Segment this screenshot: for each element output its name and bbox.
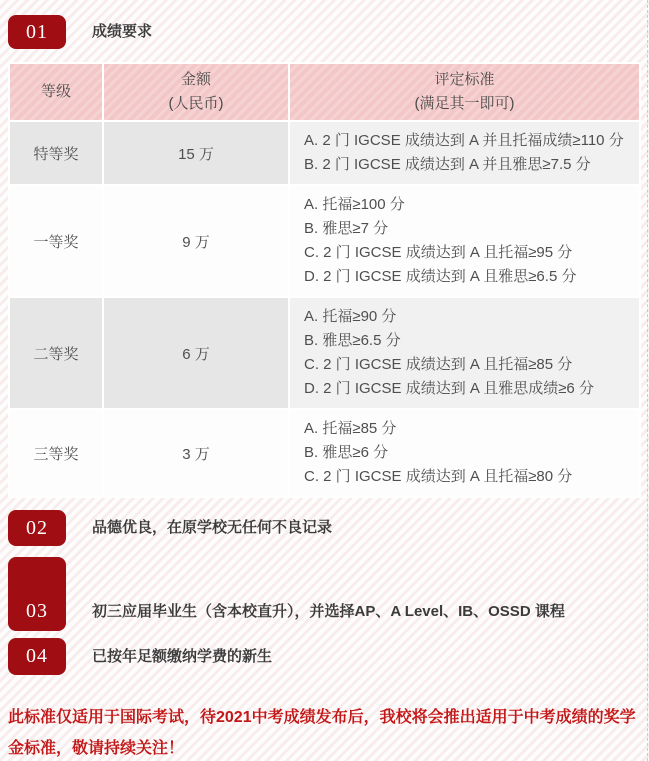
section-title: 成绩要求 xyxy=(92,23,153,40)
column-header-amount xyxy=(104,64,288,120)
criteria-line: B. 雅思≥7 分 xyxy=(304,220,389,237)
section-number: 03 xyxy=(26,600,48,622)
section-number-badge xyxy=(8,557,66,631)
table-row xyxy=(10,298,639,408)
criteria-line: D. 2 门 IGCSE 成绩达到 A 且雅思成绩≥6 分 xyxy=(304,380,594,397)
table-header-row xyxy=(10,64,639,120)
criteria-line: B. 2 门 IGCSE 成绩达到 A 并且雅思≥7.5 分 xyxy=(304,156,591,173)
criteria-line: A. 托福≥100 分 xyxy=(304,196,405,213)
section-title: 已按年足额缴纳学费的新生 xyxy=(92,647,273,665)
section-graduates xyxy=(8,557,639,631)
section-number-badge xyxy=(8,510,66,546)
award-level-cell: 三等奖 xyxy=(10,410,102,496)
award-criteria-cell xyxy=(290,298,639,408)
criteria-line: D. 2 门 IGCSE 成绩达到 A 且雅思≥6.5 分 xyxy=(304,268,577,285)
section-title: 品德优良，在原学校无任何不良记录 xyxy=(92,519,333,536)
section-number: 02 xyxy=(26,516,48,539)
section-number-badge xyxy=(8,15,66,49)
column-header-criteria xyxy=(290,64,639,120)
section-conduct xyxy=(8,510,639,546)
criteria-line: B. 雅思≥6 分 xyxy=(304,444,389,461)
table-row xyxy=(10,186,639,296)
criteria-line: B. 雅思≥6.5 分 xyxy=(304,332,401,349)
column-header-level xyxy=(10,64,102,120)
award-level-cell: 一等奖 xyxy=(10,186,102,296)
award-amount-cell: 3 万 xyxy=(104,410,288,496)
award-criteria-cell xyxy=(290,186,639,296)
award-amount-cell: 6 万 xyxy=(104,298,288,408)
award-amount-cell: 15 万 xyxy=(104,122,288,184)
criteria-line: A. 2 门 IGCSE 成绩达到 A 并且托福成绩≥110 分 xyxy=(304,132,624,149)
scholarship-table-wrapper xyxy=(8,62,641,498)
table-row xyxy=(10,122,639,184)
criteria-line: C. 2 门 IGCSE 成绩达到 A 且托福≥80 分 xyxy=(304,468,573,485)
award-criteria-cell xyxy=(290,122,639,184)
section-title: 初三应届毕业生（含本校直升），并选择AP、A Level、IB、OSSD 课程 xyxy=(92,603,565,620)
section-grade-requirements xyxy=(8,15,639,49)
award-criteria-cell xyxy=(290,410,639,496)
header-line: 评定标准 xyxy=(434,71,495,88)
section-number: 04 xyxy=(26,645,48,667)
header-line: (人民币) xyxy=(168,95,224,112)
criteria-line: A. 托福≥90 分 xyxy=(304,308,397,325)
footer-note: 此标准仅适用于国际考试，待2021中考成绩发布后，我校将会推出适用于中考成绩的奖学金标准，敬请持续关注！ xyxy=(8,709,636,757)
header-line: (满足其一即可) xyxy=(414,95,515,112)
header-line: 金额 xyxy=(180,71,211,88)
table-row xyxy=(10,410,639,496)
header-line: 等级 xyxy=(40,83,71,100)
award-level-cell: 特等奖 xyxy=(10,122,102,184)
award-amount-cell: 9 万 xyxy=(104,186,288,296)
criteria-line: C. 2 门 IGCSE 成绩达到 A 且托福≥95 分 xyxy=(304,244,573,261)
section-tuition xyxy=(8,638,639,675)
criteria-line: C. 2 门 IGCSE 成绩达到 A 且托福≥85 分 xyxy=(304,356,573,373)
section-number: 01 xyxy=(26,20,48,43)
award-level-cell: 二等奖 xyxy=(10,298,102,408)
criteria-line: A. 托福≥85 分 xyxy=(304,420,397,437)
scholarship-table xyxy=(8,62,641,498)
section-number-badge xyxy=(8,638,66,675)
